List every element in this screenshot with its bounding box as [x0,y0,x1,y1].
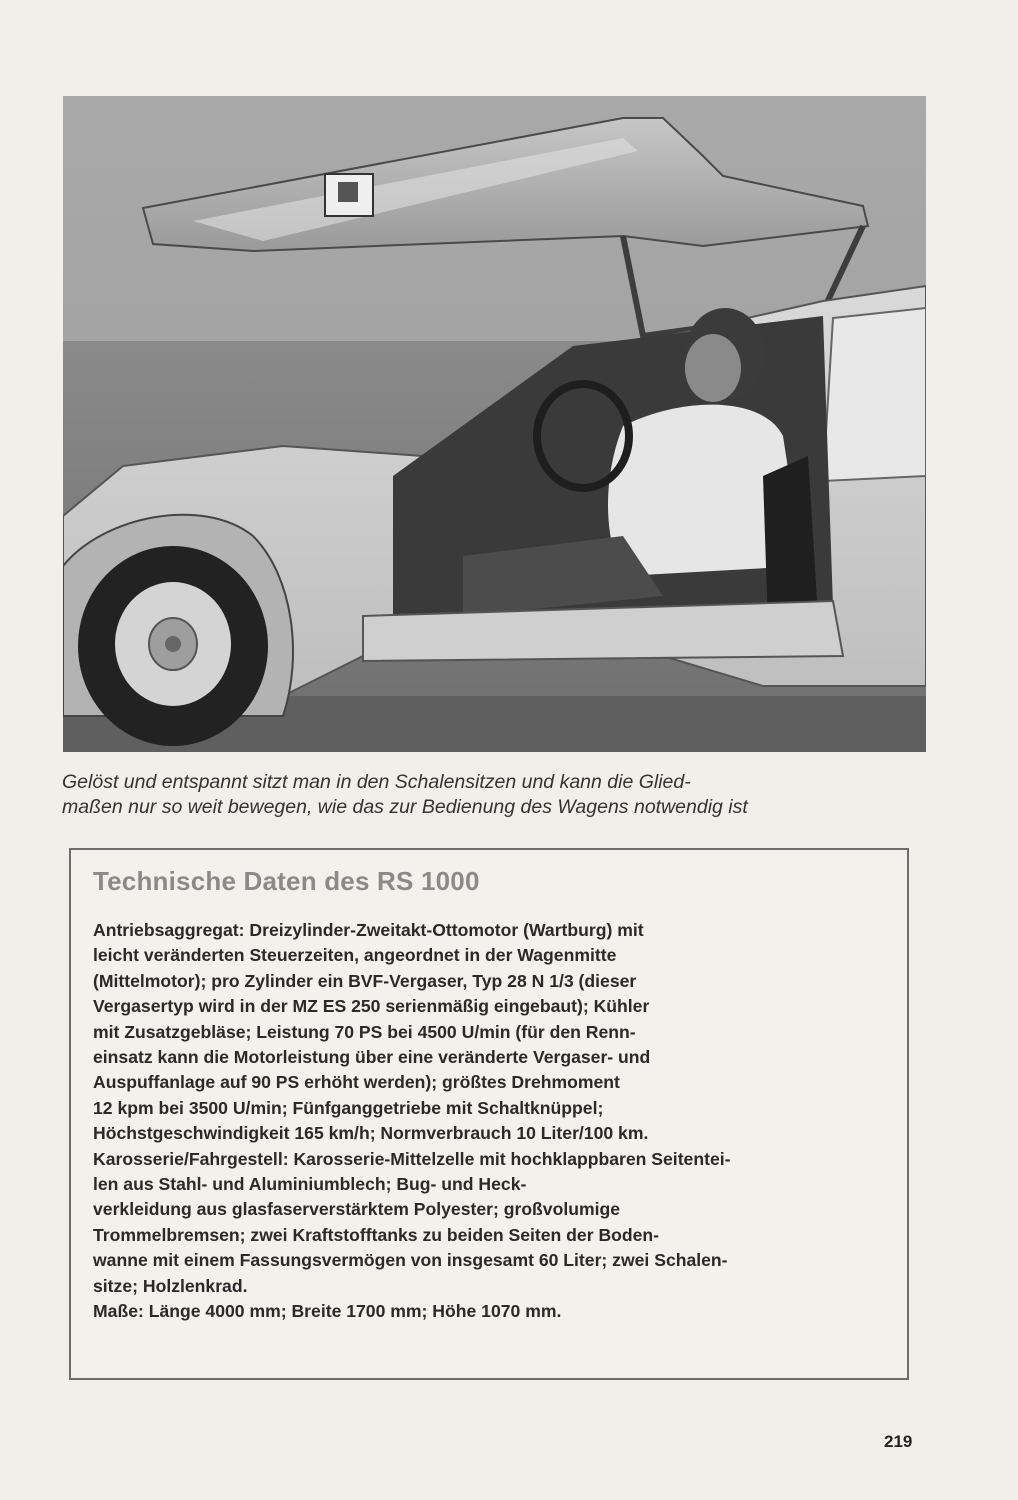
spec-line: sitze; Holzlenkrad. [93,1275,248,1296]
caption-line: Gelöst und entspannt sitzt man in den Schalensitzen und kann die Glied- [62,771,691,793]
spec-line: Auspuffanlage auf 90 PS erhöht werden); größtes Drehmoment [93,1072,620,1093]
photo-caption [62,770,942,819]
spec-line: Trommelbremsen; zwei Kraftstofftanks zu beiden Seiten der Boden- [93,1224,660,1245]
spec-line: (Mittelmotor); pro Zylinder ein BVF-Vergaser, Typ 28 N 1/3 (dieser [93,970,637,991]
caption-line: maßen nur so weit bewegen, wie das zur Bedienung des Wagens notwendig ist [62,795,748,818]
spec-line: Karosserie/Fahrgestell: Karosserie-Mittelzelle mit hochklappbaren Seitentei- [93,1148,731,1169]
spec-line: Vergasertyp wird in der MZ ES 250 serienmäßig eingebaut); Kühler [93,996,650,1017]
page-number: 219 [884,1432,913,1451]
spec-line: Antriebsaggregat: Dreizylinder-Zweitakt-Ottomotor (Wartburg) mit [93,920,644,940]
spec-line: leicht veränderten Steuerzeiten, angeordnet in der Wagenmitte [93,945,617,966]
technical-data-text [93,918,887,1325]
technical-data-title: Technische Daten des RS 1000 [93,866,480,896]
spec-line: einsatz kann die Motorleistung über eine veränderte Vergaser- und [93,1047,651,1068]
spec-line: len aus Stahl- und Aluminiumblech; Bug- und Heck- [93,1174,527,1195]
spec-line: verkleidung aus glasfaserverstärktem Polyester; großvolumige [93,1199,621,1220]
spec-line: 12 kpm bei 3500 U/min; Fünfganggetriebe mit Schaltknüppel; [93,1097,604,1118]
car-photo-illustration [63,96,926,752]
car-photo [63,96,926,752]
spec-line: Höchstgeschwindigkeit 165 km/h; Normverbrauch 10 Liter/100 km. [93,1123,649,1144]
spec-line: mit Zusatzgebläse; Leistung 70 PS bei 4500 U/min (für den Renn- [93,1021,636,1042]
spec-line: wanne mit einem Fassungsvermögen von insgesamt 60 Liter; zwei Schalen- [93,1250,728,1271]
spec-line: Maße: Länge 4000 mm; Breite 1700 mm; Höhe 1070 mm. [93,1301,562,1322]
technical-data-box [69,848,909,1380]
